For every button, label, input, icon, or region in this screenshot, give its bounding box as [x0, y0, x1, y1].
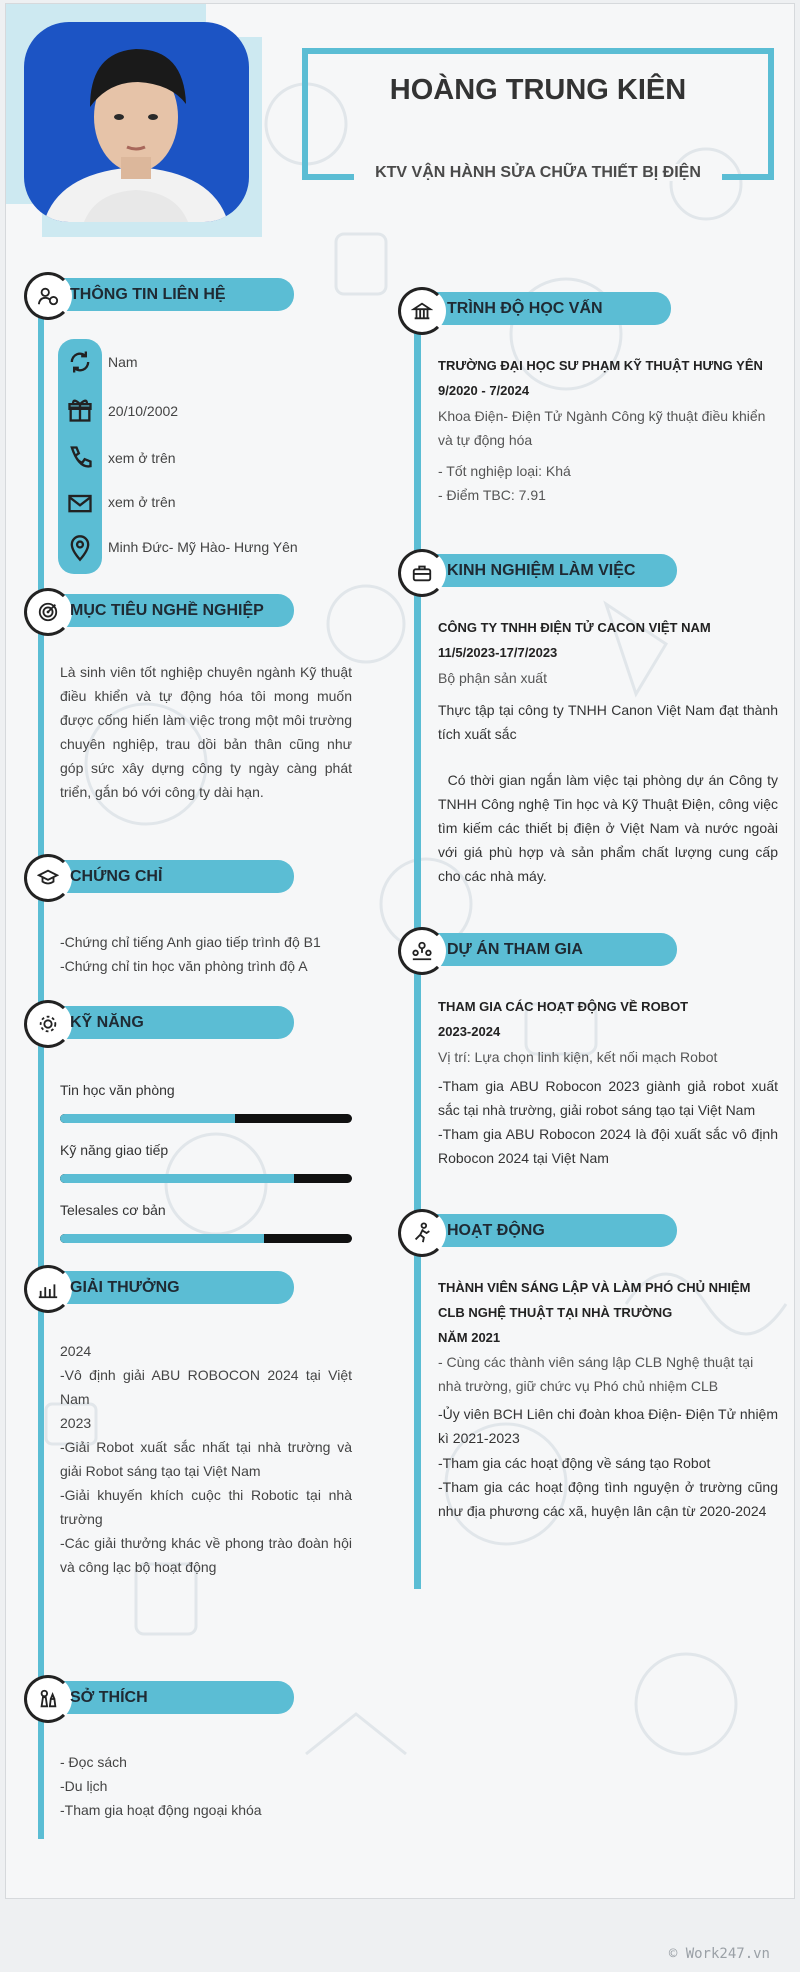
- skill-label: Tin học văn phòng: [60, 1082, 175, 1098]
- hobbies-section-title: SỞ THÍCH: [70, 1689, 148, 1706]
- email-value: xem ở trên: [108, 494, 176, 510]
- education-school: TRƯỜNG ĐẠI HỌC SƯ PHẠM KỸ THUẬT HƯNG YÊN: [438, 358, 763, 373]
- running-person-icon: [411, 1222, 433, 1244]
- name-box-frame: [302, 48, 774, 180]
- objective-text: Là sinh viên tốt nghiệp chuyên ngành Kỹ thuật điều khiển và tự động hóa tôi mong muốn được cống hiến làm việc trong một môi trường chuyên nghiệp, trau dồi bản thân cũng như góp sức xây dựng công ty ngày càng phát triển, gắn bó với công ty dài hạn.: [60, 664, 352, 800]
- left-timeline: [38, 294, 44, 1839]
- awards-list: [60, 1339, 352, 1579]
- school-building-icon: [411, 300, 433, 322]
- education-detail: - Tốt nghiệp loại: Khá: [438, 463, 571, 479]
- bar-chart-icon: [37, 1278, 59, 1300]
- award-line: -Vô định giải ABU ROBOCON 2024 tại Việt Nam: [60, 1367, 352, 1407]
- activity-item: -Tham gia các hoạt động tình nguyện ở trường cũng như địa phương các xã, huyện lân cận từ 2020-2024: [438, 1479, 778, 1519]
- project-item: -Tham gia ABU Robocon 2023 giành giả robot xuất sắc tại nhà trường, giải robot sáng tạo tại Việt Nam: [438, 1078, 778, 1118]
- award-line: -Giải khuyến khích cuộc thi Robotic tại nhà trường: [60, 1487, 352, 1527]
- contact-section-badge: [24, 272, 72, 320]
- contact-person-icon: [37, 285, 59, 307]
- project-name: THAM GIA CÁC HOẠT ĐỘNG VỀ ROBOT: [438, 999, 689, 1014]
- activity-name: THÀNH VIÊN SÁNG LẬP VÀ LÀM PHÓ CHỦ NHIỆM CLB NGHỆ THUẬT TẠI NHÀ TRƯỜNG: [438, 1280, 751, 1320]
- experience-text-2: Có thời gian ngắn làm việc tại phòng dự án Công ty TNHH Công nghệ Tin học và Kỹ Thuật Điện, công việc tìm kiếm các thiết bị điện ở Việt Nam và nước ngoài với giá phù hợp và sản phẩm chất lượng cung cấp cho các nhà máy.: [438, 772, 782, 884]
- experience-text-1: Thực tập tại công ty TNHH Canon Việt Nam đạt thành tích xuất sắc: [438, 702, 778, 742]
- activity-item: -Ủy viên BCH Liên chi đoàn khoa Điện- Điện Tử nhiệm kì 2021-2023: [438, 1406, 778, 1446]
- activities-section-title: HOẠT ĐỘNG: [447, 1222, 545, 1239]
- contact-section-title: THÔNG TIN LIÊN HỆ: [70, 286, 226, 303]
- experience-company: CÔNG TY TNHH ĐIỆN TỬ CACON VIỆT NAM: [438, 620, 711, 635]
- certificates-section-badge: [24, 854, 72, 902]
- hobby-item: -Tham gia hoạt động ngoại khóa: [60, 1802, 262, 1818]
- email-icon: [66, 489, 94, 517]
- awards-section-title: GIẢI THƯỞNG: [70, 1279, 180, 1296]
- activity-item: -Tham gia các hoạt động về sáng tạo Robot: [438, 1455, 711, 1471]
- experience-section-title: KINH NGHIỆM LÀM VIỆC: [447, 562, 636, 579]
- avatar-portrait-icon: [24, 22, 249, 222]
- projects-section-title: DỰ ÁN THAM GIA: [447, 941, 583, 958]
- certificate-item: -Chứng chỉ tiếng Anh giao tiếp trình độ B1: [60, 934, 321, 950]
- hobby-item: -Du lịch: [60, 1778, 108, 1794]
- education-detail: - Điểm TBC: 7.91: [438, 487, 546, 503]
- experience-section-badge: [398, 549, 446, 597]
- footer-copyright: © Work247.vn: [668, 1946, 770, 1962]
- address-value: Minh Đức- Mỹ Hào- Hưng Yên: [108, 539, 298, 555]
- skill-bar: [60, 1114, 352, 1123]
- skill-label: Telesales cơ bản: [60, 1202, 166, 1218]
- awards-section-badge: [24, 1265, 72, 1313]
- award-line: -Các giải thưởng khác về phong trào đoàn hội và công lạc bộ hoạt động: [60, 1535, 352, 1575]
- skills-section-badge: [24, 1000, 72, 1048]
- hobbies-list: [60, 1750, 360, 1822]
- certificates-section-title: CHỨNG CHỈ: [70, 868, 163, 885]
- job-title: [302, 164, 774, 182]
- skill-bar-fill: [60, 1114, 235, 1123]
- award-line: -Giải Robot xuất sắc nhất tại nhà trường và giải Robot sáng tạo tại Việt Nam: [60, 1439, 352, 1479]
- education-major: Khoa Điện- Điện Tử Ngành Công kỹ thuật điều khiển và tự động hóa: [438, 408, 766, 448]
- cv-page: [5, 3, 795, 1899]
- project-period: 2023-2024: [438, 1024, 501, 1039]
- project-role: Vị trí: Lựa chọn linh kiện, kết nối mạch Robot: [438, 1049, 718, 1065]
- skill-bar-fill: [60, 1174, 294, 1183]
- birthday-value: 20/10/2002: [108, 403, 179, 419]
- team-icon: [411, 940, 433, 962]
- experience-position: Bộ phận sản xuất: [438, 670, 547, 686]
- chess-pieces-icon: [37, 1688, 59, 1710]
- objective-section-badge: [24, 588, 72, 636]
- hobbies-section-badge: [24, 1675, 72, 1723]
- graduation-cap-icon: [37, 867, 59, 889]
- certificates-list: [60, 930, 360, 978]
- candidate-name: HOÀNG TRUNG KIÊN: [389, 74, 687, 106]
- skill-bar: [60, 1234, 352, 1243]
- experience-period: 11/5/2023-17/7/2023: [438, 645, 558, 660]
- hobby-item: - Đọc sách: [60, 1754, 127, 1770]
- avatar: [24, 22, 249, 222]
- project-item: -Tham gia ABU Robocon 2024 là đội xuất sắc vô định Robocon 2024 tại Việt Nam: [438, 1126, 778, 1166]
- job-title-text: KTV VẬN HÀNH SỬA CHỮA THIẾT BỊ ĐIỆN: [369, 164, 707, 181]
- target-icon: [37, 601, 59, 623]
- phone-icon: [66, 444, 94, 472]
- education-period: 9/2020 - 7/2024: [438, 383, 530, 398]
- activities-section-badge: [398, 1209, 446, 1257]
- phone-value: xem ở trên: [108, 450, 176, 466]
- education-section-badge: [398, 287, 446, 335]
- location-pin-icon: [66, 534, 94, 562]
- briefcase-icon: [411, 562, 433, 584]
- skill-bar: [60, 1174, 352, 1183]
- award-line: 2023: [60, 1415, 92, 1431]
- activity-role: - Cùng các thành viên sáng lập CLB Nghệ thuật tại nhà trường, giữ chức vụ Phó chủ nhiệm CLB: [438, 1354, 754, 1394]
- activity-year: NĂM 2021: [438, 1330, 501, 1345]
- education-section-title: TRÌNH ĐỘ HỌC VẤN: [447, 300, 603, 317]
- gear-icon: [37, 1013, 59, 1035]
- skill-bar-fill: [60, 1234, 264, 1243]
- skills-section-title: KỸ NĂNG: [70, 1014, 144, 1031]
- objective-section-title: MỤC TIÊU NGHỀ NGHIỆP: [70, 602, 264, 619]
- birthday-gift-icon: [66, 396, 94, 424]
- certificate-item: -Chứng chỉ tin học văn phòng trình độ A: [60, 958, 308, 974]
- gender-value: Nam: [108, 354, 138, 370]
- projects-section-badge: [398, 927, 446, 975]
- award-line: 2024: [60, 1343, 92, 1359]
- gender-icon: [66, 348, 94, 376]
- skill-label: Kỹ năng giao tiếp: [60, 1142, 169, 1158]
